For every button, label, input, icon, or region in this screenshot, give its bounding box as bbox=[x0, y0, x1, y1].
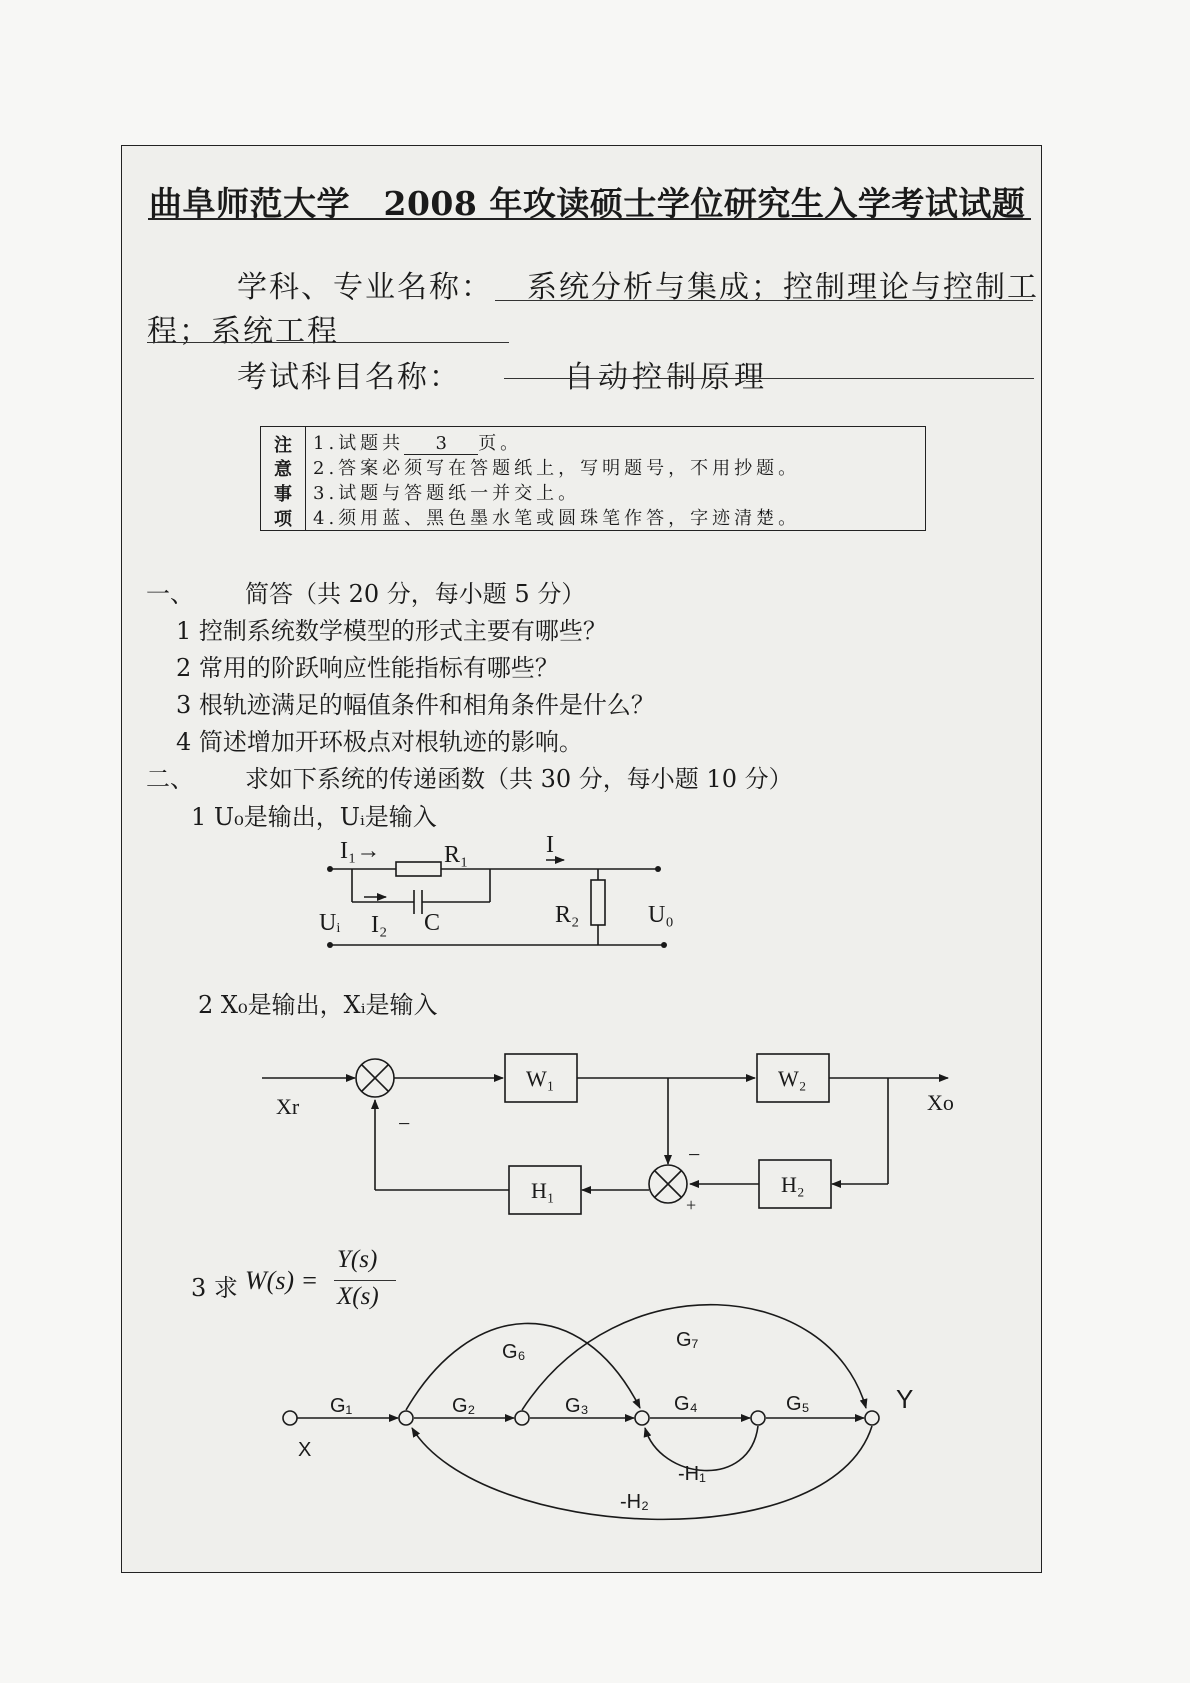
label-i: I bbox=[546, 832, 554, 858]
label-g3: G₃ bbox=[565, 1395, 589, 1417]
node-x bbox=[283, 1411, 297, 1425]
q2-label: 2 X₀是输出，Xᵢ是输入 bbox=[198, 991, 438, 1019]
label-w2: W₂ bbox=[778, 1066, 807, 1091]
label-xo: Xo bbox=[927, 1090, 954, 1115]
formula-denominator: X(s) bbox=[337, 1283, 379, 1310]
section1-question-3: 3 根轨迹满足的幅值条件和相角条件是什么？ bbox=[176, 691, 655, 719]
subject-label: 学科、专业名称： bbox=[237, 270, 493, 305]
label-h1-block: H₁ bbox=[531, 1178, 555, 1203]
label-y: Y bbox=[896, 1384, 914, 1414]
label-i2: I₂ bbox=[371, 912, 388, 938]
terminal bbox=[655, 866, 661, 872]
terminal bbox=[327, 866, 333, 872]
notice-side-char: 事 bbox=[274, 484, 292, 505]
notice-line-2: 2.答案必须写在答题纸上，写明题号，不用抄题。 bbox=[313, 458, 801, 479]
notice-line-4: 4.须用蓝、黑色墨水笔或圆珠笔作答，字迹清楚。 bbox=[313, 508, 801, 529]
branch-g6 bbox=[406, 1323, 640, 1410]
label-g6: G₆ bbox=[502, 1341, 526, 1363]
section2-heading: 求如下系统的传递函数（共 30 分，每小题 10 分） bbox=[245, 765, 793, 793]
notice-line-1-prefix: 1.试题共 bbox=[313, 433, 405, 454]
q1-label: 1 U₀是输出，Uᵢ是输入 bbox=[191, 803, 437, 831]
label-ui: Uᵢ bbox=[319, 910, 341, 936]
label-x: X bbox=[298, 1439, 312, 1461]
label-g1: G₁ bbox=[330, 1395, 353, 1417]
terminal bbox=[661, 942, 667, 948]
page-count: 3 bbox=[404, 433, 478, 455]
section1-question-2: 2 常用的阶跃响应性能指标有哪些？ bbox=[176, 654, 559, 682]
label-i1: I₁→ bbox=[340, 838, 381, 864]
notice-line-1-suffix: 页。 bbox=[478, 433, 523, 454]
label-c: C bbox=[424, 910, 441, 936]
sign-minus-2: − bbox=[688, 1142, 701, 1167]
label-minus-h2: -H₂ bbox=[620, 1491, 649, 1513]
formula-numerator: Y(s) bbox=[337, 1246, 378, 1273]
resistor-r2 bbox=[591, 880, 605, 925]
node-y bbox=[865, 1411, 879, 1425]
node bbox=[751, 1411, 765, 1425]
notice-side-char: 项 bbox=[274, 509, 292, 530]
subject-value-line1: 系统分析与集成；控制理论与控制工 bbox=[527, 270, 1039, 305]
label-w1: W₁ bbox=[526, 1066, 555, 1091]
section1-question-1: 1 控制系统数学模型的形式主要有哪些？ bbox=[176, 617, 607, 645]
label-g7: G₇ bbox=[676, 1329, 699, 1351]
label-r1: R₁ bbox=[444, 842, 469, 868]
label-xr: Xr bbox=[276, 1094, 300, 1119]
label-g2: G₂ bbox=[452, 1395, 476, 1417]
notice-side-char: 注 bbox=[274, 435, 292, 456]
label-r2: R₂ bbox=[555, 902, 580, 928]
label-minus-h1: -H₁ bbox=[678, 1463, 706, 1485]
subject-value-line2: 程；系统工程 bbox=[147, 314, 339, 349]
label-g4: G₄ bbox=[674, 1393, 698, 1415]
formula-lhs: W(s) = bbox=[245, 1266, 319, 1295]
course-value: 自动控制原理 bbox=[564, 360, 768, 395]
sign-minus-1: − bbox=[398, 1111, 411, 1136]
node bbox=[399, 1411, 413, 1425]
label-h2-block: H₂ bbox=[781, 1172, 805, 1197]
section1-number: 一、 bbox=[146, 580, 194, 608]
notice-side-char: 意 bbox=[274, 459, 292, 480]
section1-question-4: 4 简述增加开环极点对根轨迹的影响。 bbox=[176, 728, 583, 756]
label-g5: G₅ bbox=[786, 1393, 810, 1415]
section2-number: 二、 bbox=[146, 765, 194, 793]
node bbox=[515, 1411, 529, 1425]
label-u0: U₀ bbox=[648, 902, 674, 928]
exam-title: 曲阜师范大学 2008 年攻读硕士学位研究生入学考试试题 bbox=[149, 184, 1026, 223]
terminal bbox=[327, 942, 333, 948]
course-label: 考试科目名称： bbox=[237, 360, 461, 395]
node bbox=[635, 1411, 649, 1425]
block-diagram bbox=[262, 1054, 948, 1214]
sign-plus: + bbox=[686, 1195, 697, 1215]
section1-heading: 简答（共 20 分，每小题 5 分） bbox=[245, 580, 586, 608]
q3-label: 3 求 bbox=[191, 1274, 238, 1302]
resistor-r1 bbox=[396, 862, 441, 876]
notice-line-3: 3.试题与答题纸一并交上。 bbox=[313, 483, 581, 504]
